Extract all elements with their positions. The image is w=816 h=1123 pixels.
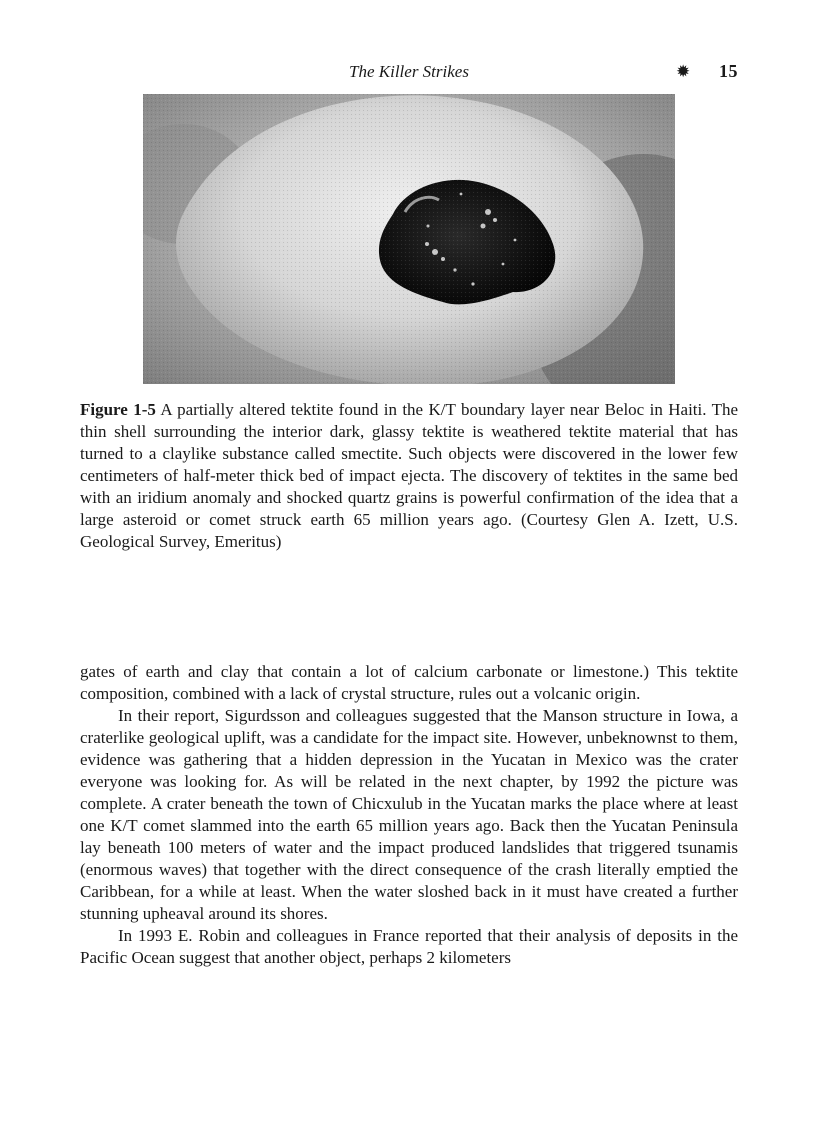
paragraph: In 1993 E. Robin and colleagues in France reported that their analysis of deposits in the Pacific Ocean suggest that another object, perhaps 2 kilometers xyxy=(80,926,738,967)
paragraph: In their report, Sigurdsson and colleagues suggested that the Manson structure in Iowa, a craterlike geological uplift, was a candidate for the impact site. However, unbeknownst to them, evidence was gathering that a hidden depression in the Yucatan in Mexico was the crater everyone was looking for. As will be related in the next chapter, by 1992 the picture was complete. A crater beneath the town of Chicxulub in the Yucatan marks the place where at least one K/T comet slammed into the earth 65 million years ago. Back then the Yucatan Peninsula lay beneath 100 meters of water and the impact produced landslides that triggered tsunamis (enormous waves) that together with the direct consequence of the crash literally emptied the Caribbean, for a while at least. When the water sloshed back in it must have created a further stunning upheaval around its shores. xyxy=(80,706,738,923)
figure-caption xyxy=(80,399,738,553)
paragraph: gates of earth and clay that contain a lot of calcium carbonate or limestone.) This tektite composition, combined with a lack of crystal structure, rules out a volcanic origin. xyxy=(80,662,738,703)
running-head xyxy=(80,62,738,86)
ornament-icon: ✹ xyxy=(676,62,691,81)
figure-caption-text: A partially altered tektite found in the K/T boundary layer near Beloc in Haiti. The thin shell surrounding the interior dark, glassy tektite is weathered tektite material that has turned to a claylike substance called smectite. Such objects were discovered in the lower few centimeters of half-meter thick bed of impact ejecta. The discovery of tektites in the same bed with an iridium anomaly and shocked quartz grains is powerful confirmation of the idea that a large asteroid or comet struck earth 65 million years ago. (Courtesy Glen A. Izett, U.S. Geological Survey, Emeritus) xyxy=(80,400,738,551)
running-title: The Killer Strikes xyxy=(349,62,469,81)
body-text xyxy=(80,661,738,969)
tektite-photo xyxy=(143,94,675,384)
figure-label: Figure 1-5 xyxy=(80,400,156,419)
page-number: 15 xyxy=(719,61,738,81)
